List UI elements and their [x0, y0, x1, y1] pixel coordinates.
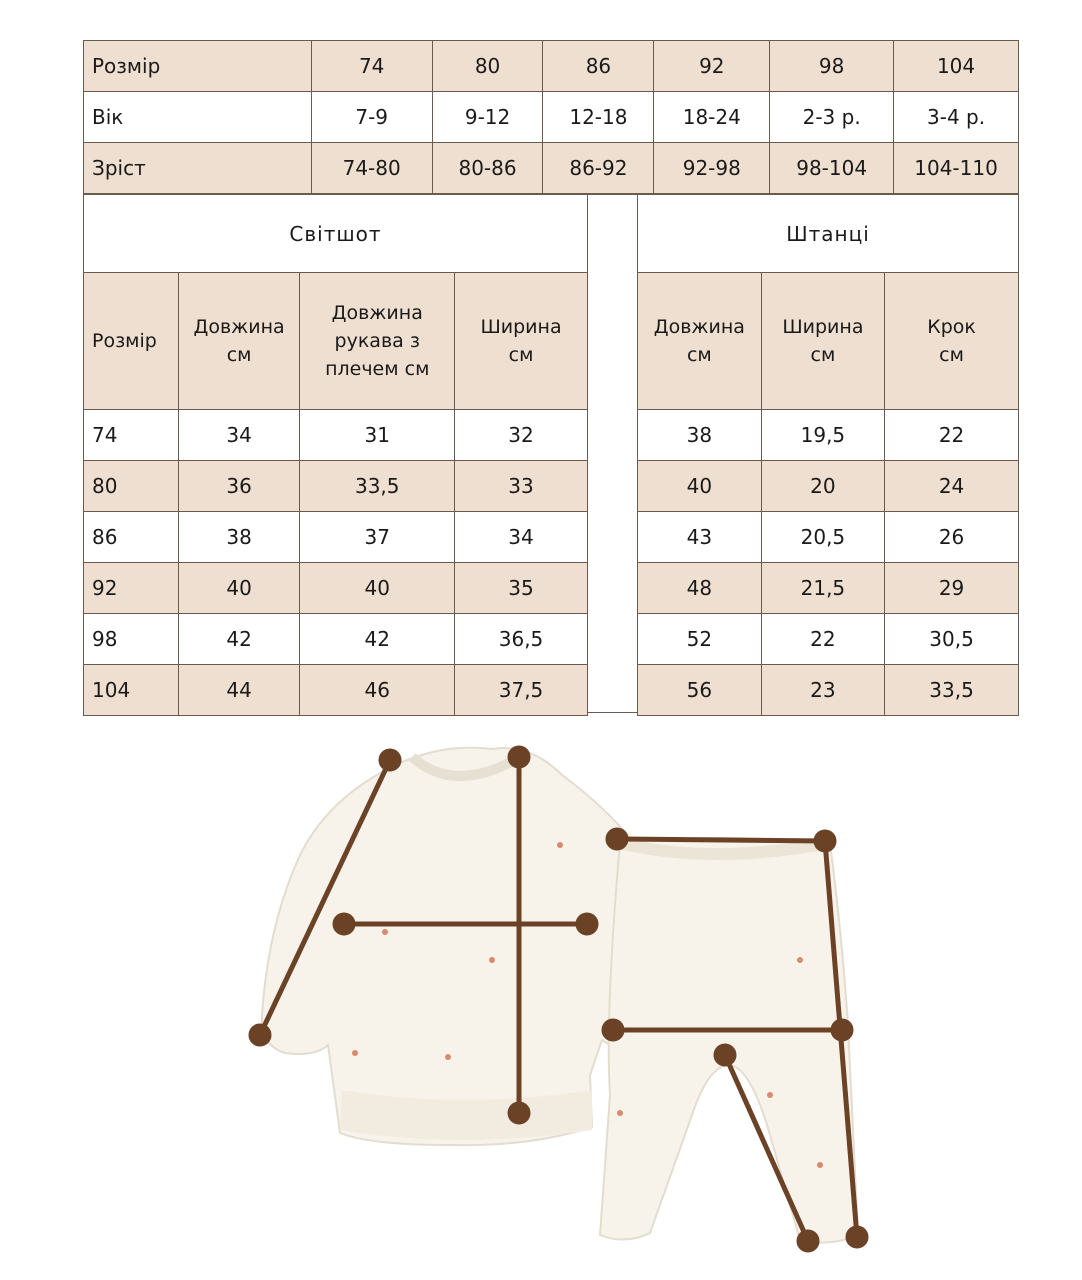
- cell: 7-9: [311, 92, 432, 143]
- cell: 20,5: [761, 512, 884, 563]
- pants-image: [600, 838, 858, 1243]
- table-row: [84, 665, 588, 716]
- cell: 33,5: [300, 461, 455, 512]
- header-row: [84, 273, 588, 410]
- cell: 46: [300, 665, 455, 716]
- cell: 43: [638, 512, 762, 563]
- cell: 48: [638, 563, 762, 614]
- cell: 74-80: [311, 143, 432, 194]
- cell: 40: [638, 461, 762, 512]
- cell: 52: [638, 614, 762, 665]
- table-row: [84, 512, 588, 563]
- cell: 24: [885, 461, 1019, 512]
- pants-title: Штанці: [637, 194, 1019, 273]
- cell: 21,5: [761, 563, 884, 614]
- cell: 38: [178, 512, 300, 563]
- table-row: [638, 461, 1019, 512]
- cell: 29: [885, 563, 1019, 614]
- cell: 40: [178, 563, 300, 614]
- header-width: Ширина см: [455, 273, 588, 410]
- cell: 86: [84, 512, 179, 563]
- table-row: [638, 410, 1019, 461]
- row-label: Розмір: [84, 41, 312, 92]
- cell: 37: [300, 512, 455, 563]
- table-row: [84, 563, 588, 614]
- cell: 37,5: [455, 665, 588, 716]
- cell: 74: [311, 41, 432, 92]
- header-size: Розмір: [84, 273, 179, 410]
- cell: 23: [761, 665, 884, 716]
- cell: 22: [885, 410, 1019, 461]
- cell: 31: [300, 410, 455, 461]
- cell: 92-98: [654, 143, 770, 194]
- cell: 38: [638, 410, 762, 461]
- cell: 98: [84, 614, 179, 665]
- cell: 34: [178, 410, 300, 461]
- table-row: [84, 410, 588, 461]
- cell: 33,5: [885, 665, 1019, 716]
- cell: 12-18: [543, 92, 654, 143]
- pants-table: [637, 272, 1019, 716]
- cell: 42: [300, 614, 455, 665]
- table-divider: [587, 194, 638, 713]
- cell: 35: [455, 563, 588, 614]
- cell: 32: [455, 410, 588, 461]
- cell: 42: [178, 614, 300, 665]
- cell: 80-86: [432, 143, 543, 194]
- age-row: [84, 92, 1019, 143]
- table-row: [84, 461, 588, 512]
- sweatshirt-title: Світшот: [83, 194, 588, 273]
- header-sleeve: Довжина рукава з плечем см: [300, 273, 455, 410]
- table-row: [84, 614, 588, 665]
- cell: 44: [178, 665, 300, 716]
- cell: 104-110: [894, 143, 1019, 194]
- cell: 22: [761, 614, 884, 665]
- table-row: [638, 512, 1019, 563]
- header-width: Ширина см: [761, 273, 884, 410]
- cell: 19,5: [761, 410, 884, 461]
- row-label: Вік: [84, 92, 312, 143]
- table-row: [638, 614, 1019, 665]
- cell: 3-4 р.: [894, 92, 1019, 143]
- header-inseam: Крок см: [885, 273, 1019, 410]
- header-row: [638, 273, 1019, 410]
- cell: 98-104: [770, 143, 894, 194]
- cell: 40: [300, 563, 455, 614]
- height-row: [84, 143, 1019, 194]
- sweatshirt-table: [83, 272, 588, 716]
- cell: 80: [84, 461, 179, 512]
- cell: 36,5: [455, 614, 588, 665]
- size-row: [84, 41, 1019, 92]
- cell: 9-12: [432, 92, 543, 143]
- cell: 92: [84, 563, 179, 614]
- size-age-height-table: [83, 40, 1019, 194]
- cell: 86: [543, 41, 654, 92]
- table-row: [638, 665, 1019, 716]
- cell: 104: [894, 41, 1019, 92]
- measurement-illustration: [230, 735, 880, 1265]
- cell: 98: [770, 41, 894, 92]
- cell: 33: [455, 461, 588, 512]
- header-length: Довжина см: [178, 273, 300, 410]
- header-length: Довжина см: [638, 273, 762, 410]
- cell: 2-3 р.: [770, 92, 894, 143]
- cell: 80: [432, 41, 543, 92]
- row-label: Зріст: [84, 143, 312, 194]
- cell: 92: [654, 41, 770, 92]
- cell: 18-24: [654, 92, 770, 143]
- cell: 30,5: [885, 614, 1019, 665]
- cell: 104: [84, 665, 179, 716]
- cell: 36: [178, 461, 300, 512]
- cell: 74: [84, 410, 179, 461]
- cell: 56: [638, 665, 762, 716]
- cell: 86-92: [543, 143, 654, 194]
- cell: 34: [455, 512, 588, 563]
- table-row: [638, 563, 1019, 614]
- cell: 20: [761, 461, 884, 512]
- cell: 26: [885, 512, 1019, 563]
